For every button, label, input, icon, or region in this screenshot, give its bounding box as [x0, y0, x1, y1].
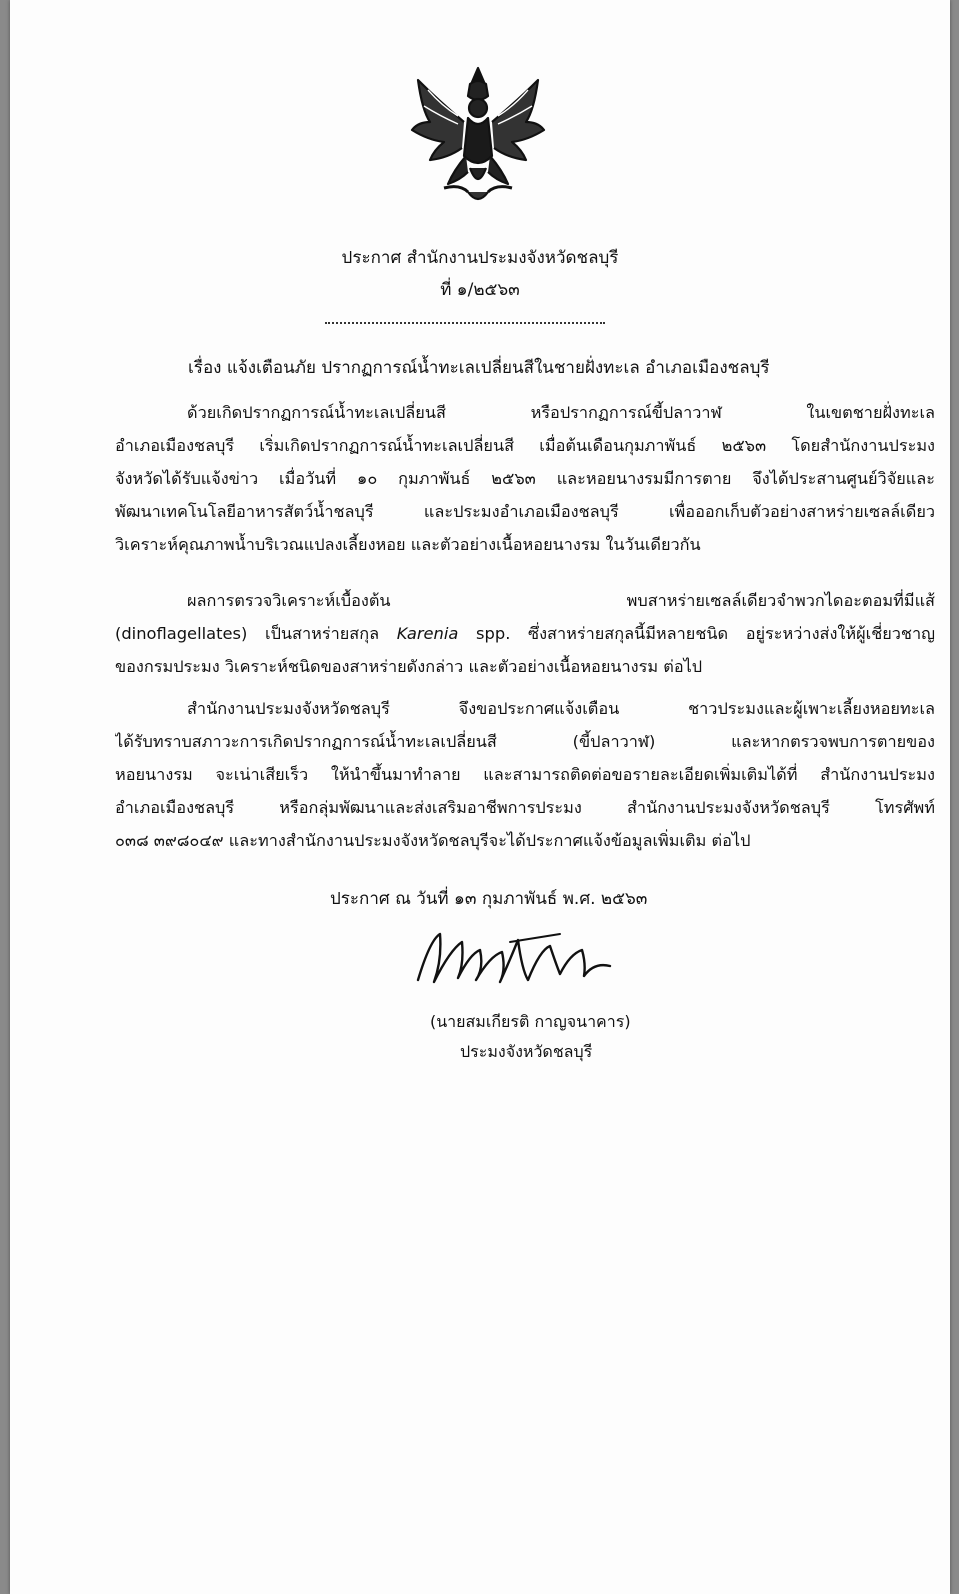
paragraph-line: ๐๓๘ ๓๙๘๐๔๙ และทางสำนักงานประมงจังหวัดชลบุรีจะได้ประกาศแจ้งข้อมูลเพิ่มเติม ต่อไป	[115, 831, 751, 850]
paragraph-line: ด้วยเกิดปรากฏการณ์น้ำทะเลเปลี่ยนสี หรือปรากฏการณ์ขี้ปลาวาฬ ในเขตชายฝั่งทะเล	[187, 403, 935, 422]
signer-position: ประมงจังหวัดชลบุรี	[460, 1042, 593, 1061]
paragraph-line: จังหวัดได้รับแจ้งข่าว เมื่อวันที่ ๑๐ กุมภาพันธ์ ๒๕๖๓ และหอยนางรมมีการตาย จึงได้ประสานศูนย์วิจัยและ	[115, 469, 935, 488]
announcement-number: ที่ ๑/๒๕๖๓	[440, 280, 520, 300]
paragraph-line: สำนักงานประมงจังหวัดชลบุรี จึงขอประกาศแจ้งเตือน ชาวประมงและผู้เพาะเลี้ยงหอยทะเล	[187, 699, 935, 718]
paragraph-text: spp. ซึ่งสาหร่ายสกุลนี้มีหลายชนิด อยู่ระหว่างส่งให้ผู้เชี่ยวชาญ	[476, 624, 935, 643]
paragraph-line: อำเภอเมืองชลบุรี หรือกลุ่มพัฒนาและส่งเสริมอาชีพการประมง สำนักงานประมงจังหวัดชลบุรี โทรศัพท์	[115, 798, 935, 817]
paragraph-line: อำเภอเมืองชลบุรี เริ่มเกิดปรากฏการณ์น้ำทะเลเปลี่ยนสี เมื่อต้นเดือนกุมภาพันธ์ ๒๕๖๓ โดยสำนักงานประมง	[115, 436, 935, 455]
paragraph-1	[115, 396, 935, 561]
signer-name: (นายสมเกียรติ กาญจนาคาร)	[430, 1012, 631, 1031]
paragraph-line: ได้รับทราบสภาวะการเกิดปรากฏการณ์น้ำทะเลเปลี่ยนสี (ขี้ปลาวาฬ) และหากตรวจพบการตายของ	[115, 732, 935, 751]
handwritten-signature	[410, 920, 620, 1000]
paragraph-3	[115, 692, 935, 857]
paragraph-line: พัฒนาเทคโนโลยีอาหารสัตว์น้ำชลบุรี และประมงอำเภอเมืองชลบุรี เพื่อออกเก็บตัวอย่างสาหร่ายเซลล์เดียว	[115, 502, 935, 521]
paragraph-line-mixed	[115, 617, 935, 650]
announcement-date: ประกาศ ณ วันที่ ๑๓ กุมภาพันธ์ พ.ศ. ๒๕๖๓	[330, 889, 648, 909]
term-dinoflagellates: (dinoflagellates) เป็นสาหร่ายสกุล	[115, 624, 380, 643]
genus-name: Karenia	[396, 624, 459, 643]
paragraph-2	[115, 584, 935, 683]
dotted-divider	[325, 322, 605, 324]
paragraph-line: หอยนางรม จะเน่าเสียเร็ว ให้นำขึ้นมาทำลาย และสามารถติดต่อขอรายละเอียดเพิ่มเติมได้ที่ สำนักงานประมง	[115, 765, 935, 784]
paragraph-line: ของกรมประมง วิเคราะห์ชนิดของสาหร่ายดังกล่าว และตัวอย่างเนื้อหอยนางรม ต่อไป	[115, 657, 703, 676]
document-page	[10, 0, 950, 1594]
paragraph-line: วิเคราะห์คุณภาพน้ำบริเวณแปลงเลี้ยงหอย และตัวอย่างเนื้อหอยนางรม ในวันเดียวกัน	[115, 535, 701, 554]
paragraph-line: ผลการตรวจวิเคราะห์เบื้องต้น พบสาหร่ายเซลล์เดียวจำพวกไดอะตอมที่มีแส้	[187, 591, 935, 610]
subject-line: เรื่อง แจ้งเตือนภัย ปรากฏการณ์น้ำทะเลเปลี่ยนสีในชายฝั่งทะเล อำเภอเมืองชลบุรี	[188, 358, 770, 378]
garuda-emblem-icon	[408, 60, 548, 210]
announcement-title: ประกาศ สำนักงานประมงจังหวัดชลบุรี	[341, 248, 619, 268]
